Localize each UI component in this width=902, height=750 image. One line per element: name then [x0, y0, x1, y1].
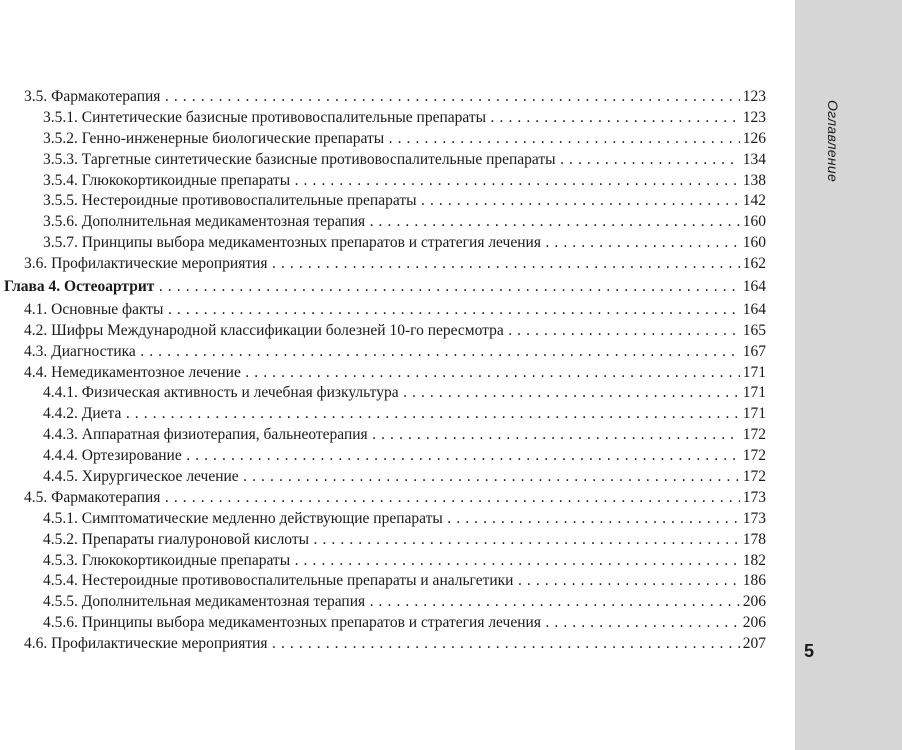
toc-entry-page: 182 — [740, 551, 766, 572]
toc-entry-title: 3.5.2. Генно-инженерные биологические препараты . . . — [43, 130, 766, 147]
toc-entry-page: 173 — [740, 509, 766, 530]
section-title: Оглавление — [825, 99, 841, 183]
toc-entry-page: 164 — [740, 300, 766, 321]
toc-entry-title: Глава 4. Остеоартрит . . . — [4, 278, 766, 295]
toc-entry[interactable] — [24, 321, 766, 342]
toc-entry[interactable] — [43, 592, 766, 613]
toc-entry-page: 162 — [740, 254, 766, 275]
toc-entry-title: 4.5.5. Дополнительная медикаментозная терапия . . . — [43, 593, 766, 610]
toc-entry[interactable] — [24, 254, 766, 275]
toc-entry[interactable] — [24, 342, 766, 363]
toc-entry-page: 171 — [740, 363, 766, 384]
toc-entry-page: 173 — [740, 488, 766, 509]
toc-entry-title: 4.5.6. Принципы выбора медикаментозных препаратов и стратегия лечения . . . — [43, 614, 766, 631]
toc-entry-title: 4.6. Профилактические мероприятия . . . — [24, 635, 766, 652]
toc-entry-page: 160 — [740, 212, 766, 233]
toc-entry-page: 178 — [740, 530, 766, 551]
toc-entry-title: 3.6. Профилактические мероприятия . . . — [24, 255, 766, 272]
toc-entry[interactable] — [43, 404, 766, 425]
toc-entry-title: 3.5.4. Глюкокортикоидные препараты . . . — [43, 172, 766, 189]
toc-entry-title: 3.5.5. Нестероидные противовоспалительные препараты . . . — [43, 192, 766, 209]
toc-entry-page: 126 — [740, 129, 766, 150]
toc-entry[interactable] — [43, 467, 766, 488]
toc-entry-page: 172 — [740, 425, 766, 446]
toc-entry-page: 165 — [740, 321, 766, 342]
toc-entry[interactable] — [24, 363, 766, 384]
toc-entry-page: 167 — [740, 342, 766, 363]
toc-entry-title: 4.4. Немедикаментозное лечение . . . — [24, 364, 766, 381]
toc-entry[interactable] — [43, 571, 766, 592]
toc-entry[interactable] — [43, 530, 766, 551]
toc-entry-page: 160 — [740, 233, 766, 254]
toc-entry[interactable] — [43, 509, 766, 530]
toc-entry-title: 3.5.7. Принципы выбора медикаментозных препаратов и стратегия лечения . . . — [43, 234, 766, 251]
toc-entry-title: 3.5.6. Дополнительная медикаментозная терапия . . . — [43, 213, 766, 230]
toc-entry-title: 4.5.3. Глюкокортикоидные препараты . . . — [43, 552, 766, 569]
toc-entry-page: 172 — [740, 467, 766, 488]
toc-entry[interactable] — [43, 191, 766, 212]
toc-entry-page: 171 — [740, 383, 766, 404]
toc-entry[interactable] — [43, 383, 766, 404]
toc-entry[interactable] — [43, 150, 766, 171]
toc-entry-page: 171 — [740, 404, 766, 425]
page-number: 5 — [804, 641, 815, 661]
toc-entry-page: 186 — [740, 571, 766, 592]
toc-entry[interactable] — [24, 87, 766, 108]
sidebar-band — [795, 0, 902, 750]
toc-entry-page: 172 — [740, 446, 766, 467]
toc-entry-title: 4.5.1. Симптоматические медленно действующие препараты . . . — [43, 510, 766, 527]
toc-entry[interactable] — [43, 129, 766, 150]
toc-entry-page: 134 — [740, 150, 766, 171]
toc-entry[interactable] — [43, 212, 766, 233]
toc-entry[interactable] — [24, 488, 766, 509]
toc-entry[interactable] — [43, 613, 766, 634]
toc-entry[interactable] — [43, 171, 766, 192]
toc-entry-title: 4.4.3. Аппаратная физиотерапия, бальнеотерапия . . . — [43, 426, 766, 443]
toc-entry-page: 142 — [740, 191, 766, 212]
toc-entry-title: 3.5. Фармакотерапия . . . — [24, 88, 766, 105]
toc-entry-page: 123 — [740, 87, 766, 108]
toc-chapter-entry[interactable] — [4, 277, 766, 298]
toc-entry-title: 4.5.2. Препараты гиалуроновой кислоты . . . — [43, 531, 766, 548]
toc-entry-page: 207 — [740, 634, 766, 655]
toc-entry-title: 4.1. Основные факты . . . — [24, 301, 766, 318]
toc-entry-title: 4.4.5. Хирургическое лечение . . . — [43, 468, 766, 485]
toc-entry-title: 4.2. Шифры Международной классификации болезней 10-го пересмотра . . . — [24, 322, 766, 339]
toc-entry-title: 4.4.1. Физическая активность и лечебная физкультура . . . — [43, 384, 766, 401]
toc-entry[interactable] — [43, 233, 766, 254]
toc-entry-title: 4.3. Диагностика . . . — [24, 343, 766, 360]
toc-entry-page: 123 — [740, 108, 766, 129]
toc-entry[interactable] — [43, 551, 766, 572]
toc-entry-title: 4.5. Фармакотерапия . . . — [24, 489, 766, 506]
toc-entry-title: 4.4.4. Ортезирование . . . — [43, 447, 766, 464]
toc-entry-page: 138 — [740, 171, 766, 192]
toc-entry[interactable] — [43, 446, 766, 467]
toc-entry-title: 3.5.1. Синтетические базисные противовоспалительные препараты . . . — [43, 109, 766, 126]
toc-entry-page: 164 — [740, 277, 766, 298]
toc-entry[interactable] — [43, 425, 766, 446]
table-of-contents — [0, 87, 766, 655]
toc-entry[interactable] — [43, 108, 766, 129]
toc-entry[interactable] — [24, 300, 766, 321]
toc-entry-title: 3.5.3. Таргетные синтетические базисные противовоспалительные препараты . . . — [43, 151, 766, 168]
toc-entry[interactable] — [24, 634, 766, 655]
toc-entry-page: 206 — [740, 592, 766, 613]
toc-entry-title: 4.5.4. Нестероидные противовоспалительные препараты и анальгетики . . . — [43, 572, 766, 589]
toc-entry-page: 206 — [740, 613, 766, 634]
toc-entry-title: 4.4.2. Диета . . . — [43, 405, 766, 422]
